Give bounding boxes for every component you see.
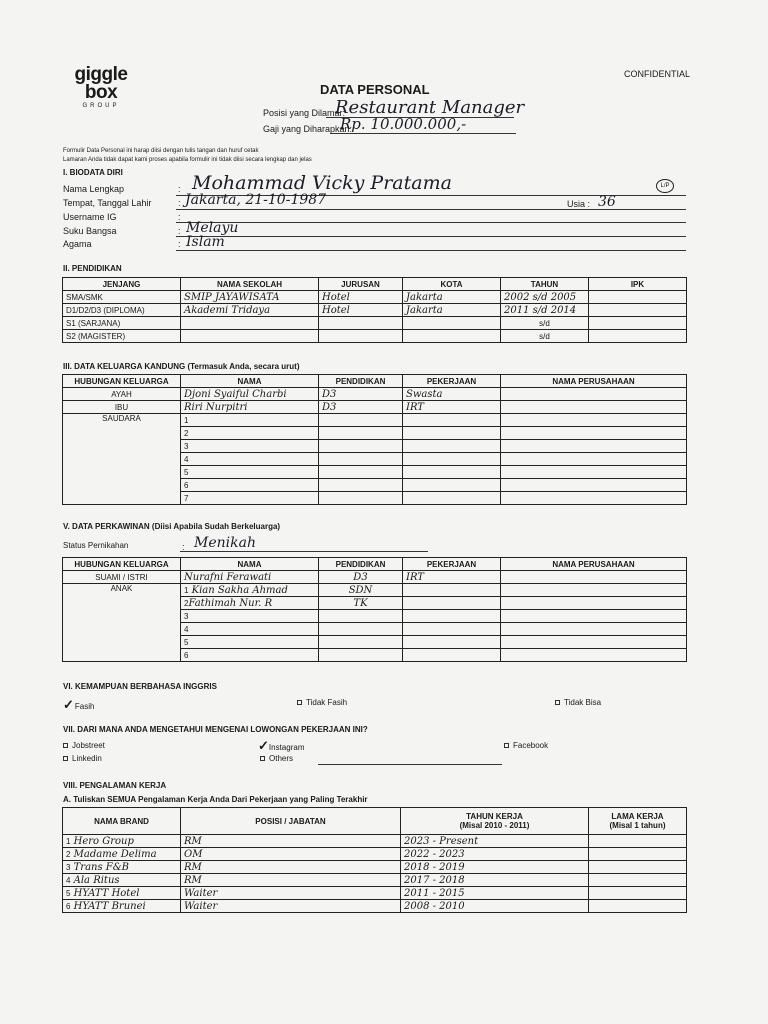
page-title: DATA PERSONAL <box>320 82 430 97</box>
edu-gpa[interactable] <box>589 317 687 330</box>
marital-status-value[interactable]: Menikah <box>194 535 256 551</box>
marriage-title-note: (Diisi Apabila Sudah Berkeluarga) <box>151 522 281 531</box>
child-company[interactable] <box>501 636 687 649</box>
source-option-jobstreet[interactable] <box>63 741 105 750</box>
english-option-none[interactable] <box>555 698 601 707</box>
child-num: 1 <box>184 585 189 595</box>
sibling-num[interactable]: 1 <box>181 414 319 427</box>
edu-gpa[interactable] <box>589 291 687 304</box>
exp-position[interactable]: OM <box>181 848 401 861</box>
table-row <box>63 304 687 317</box>
sibling-edu[interactable] <box>319 479 403 492</box>
child-education[interactable] <box>319 610 403 623</box>
child-job[interactable] <box>403 610 501 623</box>
tribe-colon: : <box>178 226 181 236</box>
exp-num: 1 <box>66 836 71 846</box>
sibling-job[interactable] <box>403 492 501 505</box>
table-row <box>63 401 687 414</box>
source-option-instagram[interactable] <box>258 738 304 754</box>
child-num[interactable]: 6 <box>181 649 319 662</box>
sibling-job[interactable] <box>403 414 501 427</box>
section-biodata-title: I. BIODATA DIRI <box>63 168 123 177</box>
spouse-education[interactable]: D3 <box>319 571 403 584</box>
exp-length[interactable] <box>589 848 687 861</box>
child-education[interactable] <box>319 636 403 649</box>
table-row <box>63 571 687 584</box>
ig-line[interactable] <box>176 222 686 223</box>
exp-num: 3 <box>66 862 71 872</box>
check-mark-icon: ✓ <box>63 697 74 712</box>
marriage-header-job: PEKERJAAN <box>403 558 501 571</box>
exp-length[interactable] <box>589 874 687 887</box>
exp-position[interactable]: Waiter <box>181 887 401 900</box>
table-row <box>63 900 687 913</box>
sibling-num[interactable]: 6 <box>181 479 319 492</box>
edu-level: SMA/SMK <box>63 291 181 304</box>
check-mark-icon: ✓ <box>258 738 269 753</box>
sibling-job[interactable] <box>403 479 501 492</box>
gender-field[interactable] <box>656 179 674 193</box>
sibling-company[interactable] <box>501 414 687 427</box>
education-table <box>62 277 687 343</box>
sibling-job[interactable] <box>403 453 501 466</box>
tribe-line <box>176 236 686 237</box>
sibling-num[interactable]: 2 <box>181 427 319 440</box>
edu-year[interactable]: s/d <box>501 330 589 343</box>
exp-brand[interactable] <box>63 848 181 861</box>
section-education-title: II. PENDIDIKAN <box>63 264 122 273</box>
sibling-company[interactable] <box>501 466 687 479</box>
exp-brand[interactable] <box>63 835 181 848</box>
child-company[interactable] <box>501 584 687 597</box>
confidential-label: CONFIDENTIAL <box>624 69 691 79</box>
sibling-num[interactable]: 3 <box>181 440 319 453</box>
english-none-label: Tidak Bisa <box>564 698 602 707</box>
sibling-company[interactable] <box>501 492 687 505</box>
edu-major[interactable]: Hotel <box>319 291 403 304</box>
checkbox-icon <box>555 700 560 705</box>
table-row <box>63 874 687 887</box>
exp-years[interactable]: 2011 - 2015 <box>401 887 589 900</box>
marriage-header-company: NAMA PERUSAHAAN <box>501 558 687 571</box>
checkbox-icon <box>63 743 68 748</box>
edu-level: D1/D2/D3 (DIPLOMA) <box>63 304 181 317</box>
exp-brand-text: Ala Ritus <box>73 874 120 886</box>
birth-line <box>176 209 686 210</box>
edu-city[interactable]: Jakarta <box>403 304 501 317</box>
edu-level: S1 (SARJANA) <box>63 317 181 330</box>
child-name-text: Kian Sakha Ahmad <box>191 584 288 596</box>
source-option-linkedin[interactable] <box>63 754 102 763</box>
family-company[interactable] <box>501 388 687 401</box>
note-1: Formulir Data Personal ini harap diisi dengan tulis tangan dan huruf cetak <box>63 148 259 154</box>
religion-line <box>176 250 686 251</box>
exp-position[interactable]: Waiter <box>181 900 401 913</box>
exp-num: 5 <box>66 888 71 898</box>
tribe-value[interactable]: Melayu <box>186 220 239 236</box>
exp-brand-text: Hero Group <box>73 835 134 847</box>
family-name[interactable]: Riri Nurpitri <box>181 401 319 414</box>
others-line[interactable] <box>318 764 502 765</box>
exp-header-years <box>401 808 589 835</box>
exp-position[interactable]: RM <box>181 835 401 848</box>
english-option-fluent[interactable] <box>63 697 94 713</box>
checkbox-icon <box>63 756 68 761</box>
sibling-job[interactable] <box>403 466 501 479</box>
child-num[interactable]: 3 <box>181 610 319 623</box>
table-row <box>63 388 687 401</box>
family-header-education: PENDIDIKAN <box>319 375 403 388</box>
gender-text: L/P <box>660 183 670 189</box>
sibling-edu[interactable] <box>319 427 403 440</box>
marriage-title-text: V. DATA PERKAWINAN <box>63 522 150 531</box>
salary-line <box>330 133 516 134</box>
edu-level: S2 (MAGISTER) <box>63 330 181 343</box>
child-education[interactable] <box>319 649 403 662</box>
exp-brand[interactable] <box>63 900 181 913</box>
exp-brand-text: HYATT Hotel <box>73 887 140 899</box>
sibling-company[interactable] <box>501 479 687 492</box>
spouse-name[interactable]: Nurafni Ferawati <box>181 571 319 584</box>
family-education[interactable]: D3 <box>319 401 403 414</box>
sibling-num[interactable]: 5 <box>181 466 319 479</box>
edu-gpa[interactable] <box>589 330 687 343</box>
sibling-edu[interactable] <box>319 414 403 427</box>
edu-school[interactable] <box>181 317 319 330</box>
family-relation-sibling: SAUDARA <box>63 414 181 505</box>
child-job[interactable] <box>403 649 501 662</box>
exp-header-length-label: LAMA KERJA <box>611 812 664 821</box>
edu-school[interactable]: SMIP JAYAWISATA <box>181 291 319 304</box>
exp-years[interactable]: 2008 - 2010 <box>401 900 589 913</box>
section-source-title: VII. DARI MANA ANDA MENGETAHUI MENGENAI LOWONGAN PEKERJAAN INI? <box>63 725 368 734</box>
exp-years[interactable]: 2023 - Present <box>401 835 589 848</box>
exp-length[interactable] <box>589 887 687 900</box>
english-option-not-fluent[interactable] <box>297 698 347 707</box>
edu-header-gpa: IPK <box>589 278 687 291</box>
child-job[interactable] <box>403 597 501 610</box>
table-row <box>63 887 687 900</box>
exp-length[interactable] <box>589 900 687 913</box>
family-title-note: (Termasuk Anda, secara urut) <box>187 362 300 371</box>
source-jobstreet-label: Jobstreet <box>72 741 105 750</box>
child-name-text: Fathimah Nur. R <box>188 597 273 609</box>
child-company[interactable] <box>501 610 687 623</box>
edu-header-school: NAMA SEKOLAH <box>181 278 319 291</box>
table-row <box>63 330 687 343</box>
edu-major[interactable] <box>319 317 403 330</box>
child-education[interactable]: SDN <box>319 584 403 597</box>
child-num[interactable]: 5 <box>181 636 319 649</box>
company-logo <box>66 66 136 110</box>
table-row <box>63 861 687 874</box>
section-family-title <box>63 362 300 371</box>
sibling-num[interactable]: 4 <box>181 453 319 466</box>
family-education[interactable]: D3 <box>319 388 403 401</box>
exp-brand[interactable] <box>63 887 181 900</box>
age-value[interactable]: 36 <box>598 194 616 210</box>
salary-label: Gaji yang Diharapkan: <box>263 124 353 134</box>
position-value[interactable]: Restaurant Manager <box>335 97 525 118</box>
child-education[interactable]: TK <box>319 597 403 610</box>
child-name[interactable] <box>181 584 319 597</box>
birth-colon: : <box>178 198 181 208</box>
edu-gpa[interactable] <box>589 304 687 317</box>
exp-years[interactable]: 2017 - 2018 <box>401 874 589 887</box>
sibling-job[interactable] <box>403 440 501 453</box>
spouse-company[interactable] <box>501 571 687 584</box>
religion-value[interactable]: Islam <box>186 234 225 250</box>
logo-line3: GROUP <box>82 103 120 110</box>
sibling-company[interactable] <box>501 453 687 466</box>
edu-header-level: JENJANG <box>63 278 181 291</box>
exp-position[interactable]: RM <box>181 861 401 874</box>
exp-length[interactable] <box>589 861 687 874</box>
family-name[interactable]: Djoni Syaiful Charbi <box>181 388 319 401</box>
exp-header-years-note: (Misal 2010 - 2011) <box>459 821 530 830</box>
experience-table <box>62 807 687 913</box>
family-header-relation: HUBUNGAN KELUARGA <box>63 375 181 388</box>
edu-year[interactable]: 2011 s/d 2014 <box>501 304 589 317</box>
child-company[interactable] <box>501 597 687 610</box>
name-colon: : <box>178 184 181 194</box>
marital-status-line <box>180 551 428 552</box>
child-job[interactable] <box>403 623 501 636</box>
family-header-name: NAMA <box>181 375 319 388</box>
age-label: Usia : <box>567 199 591 209</box>
child-num: 2 <box>184 598 189 608</box>
edu-school[interactable]: Akademi Tridaya <box>181 304 319 317</box>
sibling-edu[interactable] <box>319 440 403 453</box>
exp-brand-text: HYATT Brunei <box>73 900 146 912</box>
family-job[interactable]: IRT <box>403 401 501 414</box>
child-num[interactable]: 4 <box>181 623 319 636</box>
family-header-company: NAMA PERUSAHAAN <box>501 375 687 388</box>
child-job[interactable] <box>403 584 501 597</box>
exp-num: 2 <box>66 849 71 859</box>
family-header-job: PEKERJAAN <box>403 375 501 388</box>
family-company[interactable] <box>501 401 687 414</box>
child-relation: ANAK <box>63 584 181 662</box>
sibling-num[interactable]: 7 <box>181 492 319 505</box>
section-marriage-title <box>63 522 280 531</box>
salary-value[interactable]: Rp. 10.000.000,- <box>340 115 467 133</box>
position-label: Posisi yang Dilamar: <box>263 108 346 118</box>
ig-label: Username IG <box>63 212 117 222</box>
religion-colon: : <box>178 239 181 249</box>
ig-colon: : <box>178 212 181 222</box>
source-linkedin-label: Linkedin <box>72 754 102 763</box>
table-row <box>63 584 687 597</box>
child-job[interactable] <box>403 636 501 649</box>
family-relation: AYAH <box>63 388 181 401</box>
tribe-label: Suku Bangsa <box>63 226 117 236</box>
exp-position[interactable]: RM <box>181 874 401 887</box>
name-label: Nama Lengkap <box>63 184 125 194</box>
section-experience-title: VIII. PENGALAMAN KERJA <box>63 781 167 790</box>
family-relation: IBU <box>63 401 181 414</box>
edu-school[interactable] <box>181 330 319 343</box>
exp-header-brand: NAMA BRAND <box>63 808 181 835</box>
english-fluent-label: Fasih <box>74 702 95 711</box>
marriage-header-relation: HUBUNGAN KELUARGA <box>63 558 181 571</box>
exp-num: 4 <box>66 875 71 885</box>
child-education[interactable] <box>319 623 403 636</box>
exp-num: 6 <box>66 901 71 911</box>
logo-line1: giggle <box>74 64 128 85</box>
child-name[interactable] <box>181 597 319 610</box>
spouse-job[interactable]: IRT <box>403 571 501 584</box>
edu-header-city: KOTA <box>403 278 501 291</box>
family-table <box>62 374 687 505</box>
experience-subtitle: A. Tuliskan SEMUA Pengalaman Kerja Anda Dari Pekerjaan yang Paling Terakhir <box>63 795 368 804</box>
exp-header-years-label: TAHUN KERJA <box>466 812 523 821</box>
family-job[interactable]: Swasta <box>403 388 501 401</box>
source-option-facebook[interactable] <box>504 741 548 750</box>
source-facebook-label: Facebook <box>513 741 549 750</box>
sibling-edu[interactable] <box>319 453 403 466</box>
edu-major[interactable] <box>319 330 403 343</box>
checkbox-icon <box>504 743 509 748</box>
birth-label: Tempat, Tanggal Lahir <box>63 198 152 208</box>
sibling-company[interactable] <box>501 440 687 453</box>
marital-status-label: Status Pernikahan <box>63 541 129 550</box>
table-row <box>63 414 687 427</box>
child-company[interactable] <box>501 623 687 636</box>
section-english-title: VI. KEMAMPUAN BERBAHASA INGGRIS <box>63 682 217 691</box>
edu-city[interactable] <box>403 317 501 330</box>
sibling-job[interactable] <box>403 427 501 440</box>
edu-major[interactable]: Hotel <box>319 304 403 317</box>
spouse-relation: SUAMI / ISTRI <box>63 571 181 584</box>
exp-brand[interactable] <box>63 874 181 887</box>
sibling-edu[interactable] <box>319 466 403 479</box>
child-company[interactable] <box>501 649 687 662</box>
edu-city[interactable] <box>403 330 501 343</box>
checkbox-icon <box>260 756 265 761</box>
birth-value[interactable]: Jakarta, 21-10-1987 <box>185 192 327 208</box>
exp-header-length-note: (Misal 1 tahun) <box>609 821 666 830</box>
name-value[interactable]: Mohammad Vicky Pratama <box>192 172 452 194</box>
exp-length[interactable] <box>589 835 687 848</box>
family-title-text: III. DATA KELUARGA KANDUNG <box>63 362 186 371</box>
edu-header-major: JURUSAN <box>319 278 403 291</box>
edu-header-year: TAHUN <box>501 278 589 291</box>
marriage-header-education: PENDIDIKAN <box>319 558 403 571</box>
sibling-edu[interactable] <box>319 492 403 505</box>
edu-city[interactable]: Jakarta <box>403 291 501 304</box>
exp-header-position: POSISI / JABATAN <box>181 808 401 835</box>
sibling-company[interactable] <box>501 427 687 440</box>
note-2: Lamaran Anda tidak dapat kami proses apabila formulir ini tidak diisi secara lengkap dan jelas <box>63 157 312 163</box>
exp-years[interactable]: 2022 - 2023 <box>401 848 589 861</box>
table-row <box>63 291 687 304</box>
source-others-label: Others <box>269 754 294 763</box>
exp-header-length <box>589 808 687 835</box>
exp-brand-text: Trans F&B <box>73 861 129 873</box>
source-option-others[interactable] <box>260 754 293 763</box>
english-not-fluent-label: Tidak Fasih <box>306 698 348 707</box>
table-row <box>63 317 687 330</box>
marriage-header-name: NAMA <box>181 558 319 571</box>
source-instagram-label: Instagram <box>268 743 305 752</box>
checkbox-icon <box>297 700 302 705</box>
exp-years[interactable]: 2018 - 2019 <box>401 861 589 874</box>
marital-status-colon: : <box>182 542 185 552</box>
table-row <box>63 835 687 848</box>
table-row <box>63 848 687 861</box>
exp-brand[interactable] <box>63 861 181 874</box>
logo-line2: box <box>84 82 118 104</box>
religion-label: Agama <box>63 239 92 249</box>
marriage-table <box>62 557 687 662</box>
edu-year[interactable]: s/d <box>501 317 589 330</box>
exp-brand-text: Madame Delima <box>73 848 157 860</box>
edu-year[interactable]: 2002 s/d 2005 <box>501 291 589 304</box>
